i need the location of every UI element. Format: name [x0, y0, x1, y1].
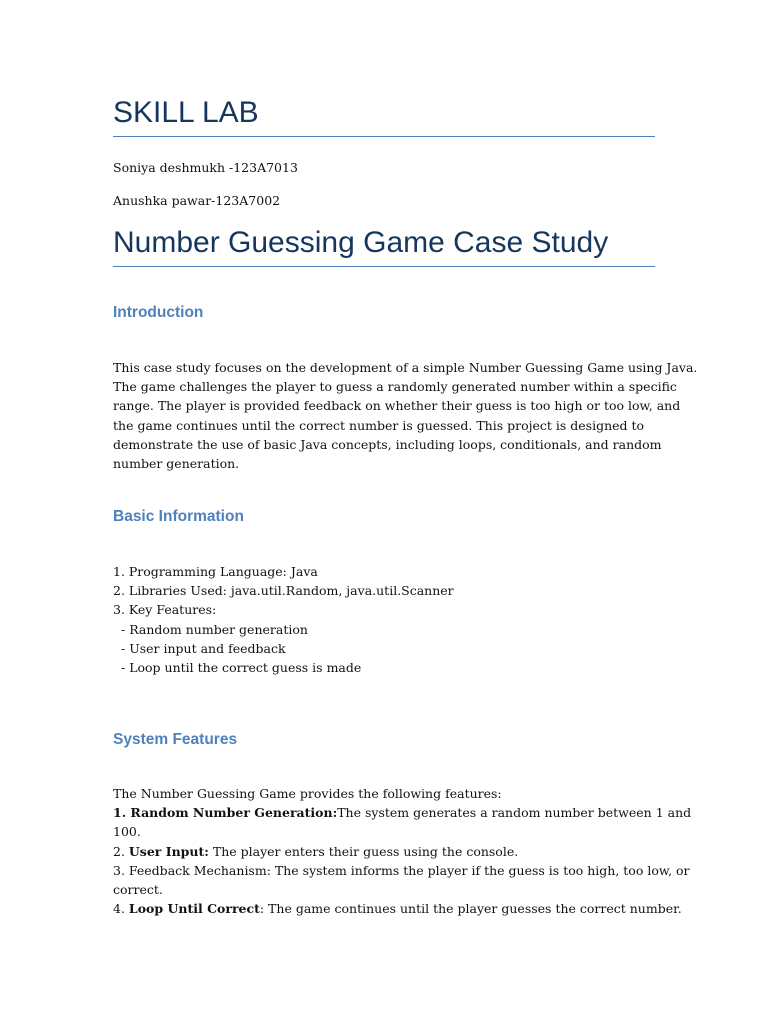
introduction-paragraph [113, 358, 698, 473]
feature-continuation: correct. [113, 882, 163, 898]
feature-item: 3. Feedback Mechanism: The system informs the player if the guess is too high, too low, or [113, 862, 690, 878]
basic-information-list [113, 562, 655, 677]
list-item: 1. Programming Language: Java [113, 564, 318, 579]
intro-line: This case study focuses on the development of a simple Number Guessing Game using Java. [113, 360, 698, 375]
list-item: 3. Key Features: [113, 602, 217, 618]
feature-text: : The game continues until the player guesses the correct number. [259, 901, 682, 917]
case-study-title: Number Guessing Game Case Study [113, 228, 655, 267]
feature-item [113, 899, 682, 918]
author-line-1: Soniya deshmukh -123A7013 [113, 160, 298, 175]
feature-title: Loop Until Correct [128, 901, 260, 917]
feature-text: The system generates a random number between 1 and [337, 805, 692, 821]
intro-line: range. The player is provided feedback on whether their guess is too high or too low, and [113, 398, 681, 414]
system-features-heading: System Features [113, 731, 238, 748]
feature-title: 1. Random Number Generation: [113, 805, 338, 821]
features-intro: The Number Guessing Game provides the following features: [113, 786, 502, 801]
feature-continuation: 100. [113, 824, 141, 840]
sub-list-item: - Loop until the correct guess is made [121, 660, 362, 676]
introduction-heading: Introduction [113, 304, 204, 321]
intro-line: the game continues until the correct number is guessed. This project is designed to [113, 417, 645, 433]
intro-line: number generation. [113, 456, 240, 472]
feature-number: 4. [113, 901, 129, 917]
feature-number: 2. [113, 843, 129, 859]
document-title: SKILL LAB [113, 98, 655, 137]
sub-list-item: - Random number generation [121, 621, 308, 637]
author-line-2: Anushka pawar-123A7002 [113, 193, 281, 208]
sub-list-item: - User input and feedback [121, 640, 286, 656]
intro-line: The game challenges the player to guess a randomly generated number within a specific [113, 379, 677, 395]
basic-information-heading: Basic Information [113, 508, 244, 525]
intro-line: demonstrate the use of basic Java concepts, including loops, conditionals, and random [113, 436, 662, 452]
feature-title: User Input: [128, 843, 209, 859]
feature-text: The player enters their guess using the console. [208, 843, 519, 859]
feature-item [113, 803, 692, 822]
system-features-list [113, 784, 692, 918]
feature-item [113, 842, 655, 861]
list-item: 2. Libraries Used: java.util.Random, java.util.Scanner [113, 583, 454, 599]
